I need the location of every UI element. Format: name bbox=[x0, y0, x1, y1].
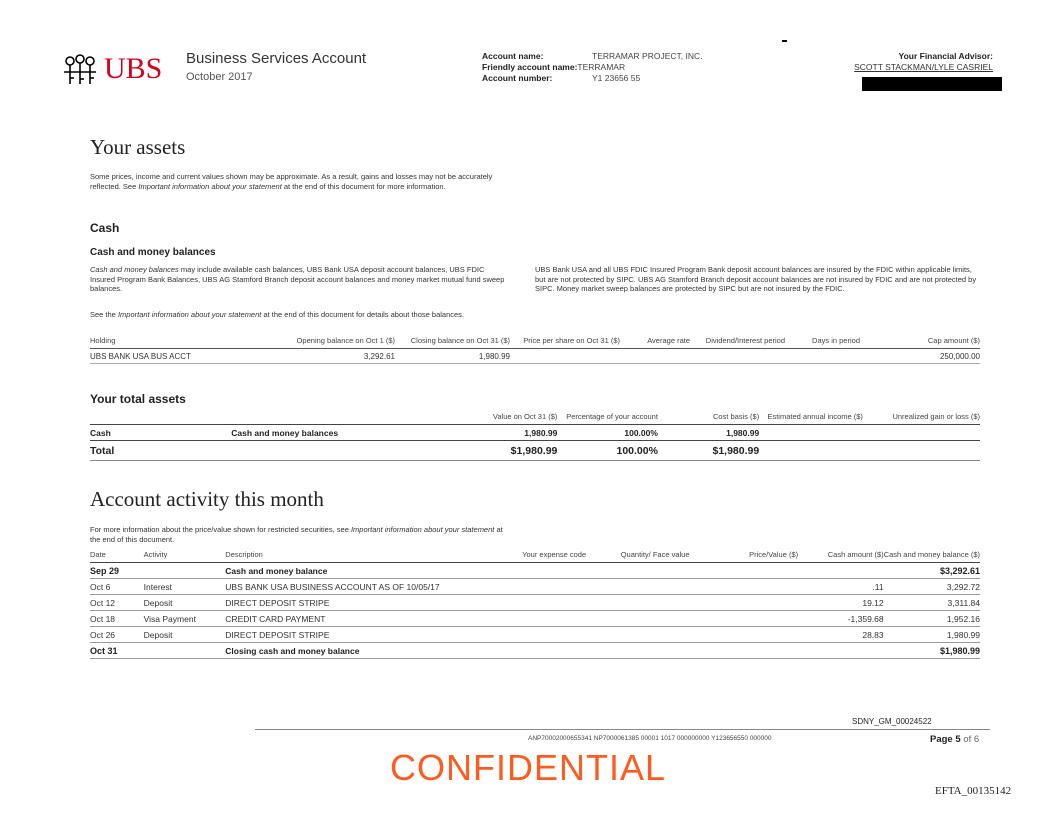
row-activity: Interest bbox=[144, 578, 226, 594]
closing-balance: $1,980.99 bbox=[884, 642, 980, 658]
opening-desc: Cash and money balance bbox=[225, 562, 460, 578]
col-opening: Opening balance on Oct 1 ($) bbox=[296, 336, 395, 345]
account-number-label: Account number: bbox=[482, 73, 553, 83]
total-assets-heading: Your total assets bbox=[90, 392, 186, 406]
cash-cost: 1,980.99 bbox=[658, 424, 759, 440]
col-gain-loss: Unrealized gain or loss ($) bbox=[892, 412, 980, 421]
see-text: See the bbox=[90, 310, 118, 319]
assets-note-text-end: at the end of this document for more information. bbox=[281, 181, 446, 191]
col-description: Description bbox=[225, 550, 263, 559]
activity-note bbox=[90, 525, 510, 544]
row-amount: 28.83 bbox=[798, 626, 884, 642]
mark-dash bbox=[782, 40, 787, 42]
table-row bbox=[90, 578, 980, 594]
row-amount: .11 bbox=[798, 578, 884, 594]
table-row bbox=[90, 626, 980, 642]
col-quantity: Quantity/ Face value bbox=[620, 550, 690, 559]
table-row bbox=[90, 440, 980, 460]
col-expense-code: Your expense code bbox=[522, 550, 587, 559]
row-activity: Deposit bbox=[144, 626, 226, 642]
activity-note-end: at the end of this document. bbox=[90, 525, 503, 544]
row-date: Oct 6 bbox=[90, 578, 144, 594]
holdings-table bbox=[90, 337, 980, 364]
footer-codes: ANP70002000655341 NP7000061385 00001 1017 000000000 Y123656550 000000 bbox=[528, 735, 772, 742]
col-percentage: Percentage of your account bbox=[566, 412, 658, 421]
page-label: Page 5 bbox=[930, 734, 961, 745]
row-balance: 1,980.99 bbox=[884, 626, 980, 642]
statement-title: Business Services Account bbox=[186, 50, 367, 67]
cmb-see-note bbox=[90, 310, 510, 320]
row-desc: UBS BANK USA BUSINESS ACCOUNT AS OF 10/05/17 bbox=[225, 578, 460, 594]
cash-heading: Cash bbox=[90, 221, 120, 235]
ubs-wordmark: UBS bbox=[104, 52, 163, 85]
row-desc: CREDIT CARD PAYMENT bbox=[225, 610, 460, 626]
closing-desc: Closing cash and money balance bbox=[225, 642, 460, 658]
table-row bbox=[90, 562, 980, 578]
row-date: Oct 12 bbox=[90, 594, 144, 610]
col-days: Days in period bbox=[812, 336, 860, 345]
holding-closing: 1,980.99 bbox=[478, 351, 510, 361]
col-cash-amount: Cash amount ($) bbox=[827, 550, 884, 559]
opening-balance: $3,292.61 bbox=[884, 562, 980, 578]
col-period: Dividend/Interest period bbox=[705, 336, 785, 345]
closing-date: Oct 31 bbox=[90, 642, 144, 658]
table-row bbox=[90, 610, 980, 626]
row-desc: DIRECT DEPOSIT STRIPE bbox=[225, 594, 460, 610]
page-number bbox=[930, 734, 979, 745]
assets-note-text: Some prices, income and current values shown may be approximate. As a result, gains and losses may not be accurately reflected. See bbox=[90, 172, 493, 191]
row-date: Oct 26 bbox=[90, 626, 144, 642]
advisor-info bbox=[800, 51, 993, 73]
assets-note-link: Important information about your statement bbox=[138, 181, 282, 191]
confidential-stamp: CONFIDENTIAL bbox=[390, 747, 667, 788]
col-cap: Cap amount ($) bbox=[927, 336, 980, 345]
row-balance: 3,292.72 bbox=[884, 578, 980, 594]
activity-heading: Account activity this month bbox=[90, 487, 324, 511]
table-row bbox=[90, 642, 980, 658]
total-value: $1,980.99 bbox=[409, 440, 558, 460]
col-closing: Closing balance on Oct 31 ($) bbox=[410, 336, 510, 345]
col-date: Date bbox=[90, 550, 106, 559]
table-header-row bbox=[90, 551, 980, 562]
total-pct: 100.00% bbox=[557, 440, 658, 460]
col-price-value: Price/Value ($) bbox=[749, 550, 799, 559]
ubs-keys-icon bbox=[60, 52, 100, 88]
cash-value: 1,980.99 bbox=[409, 424, 558, 440]
col-income: Estimated annual income ($) bbox=[767, 412, 863, 421]
see-text-end: at the end of this document for details about those balances. bbox=[261, 310, 465, 319]
advisor-label: Your Financial Advisor: bbox=[898, 51, 993, 61]
efta-id: EFTA_00135142 bbox=[935, 785, 1012, 797]
total-label: Total bbox=[90, 440, 231, 460]
activity-note-italic: Important information about your statement bbox=[350, 525, 495, 534]
page-of: of 6 bbox=[960, 734, 980, 745]
activity-table bbox=[90, 551, 980, 659]
opening-date: Sep 29 bbox=[90, 562, 144, 578]
activity-note-text: For more information about the price/value shown for restricted securities, see bbox=[90, 525, 351, 534]
table-row bbox=[90, 348, 980, 363]
cash-pct: 100.00% bbox=[557, 424, 658, 440]
holding-opening: 3,292.61 bbox=[363, 351, 395, 361]
account-name-label: Account name: bbox=[482, 51, 544, 61]
col-value: Value on Oct 31 ($) bbox=[492, 412, 558, 421]
footer-divider bbox=[255, 729, 990, 730]
col-rate: Average rate bbox=[647, 336, 690, 345]
sdny-stamp: SDNY_GM_00024522 bbox=[852, 717, 932, 726]
col-activity: Activity bbox=[143, 550, 168, 559]
advisor-name: SCOTT STACKMAN/LYLE CASRIEL bbox=[854, 62, 993, 72]
cmb-heading: Cash and money balances bbox=[90, 247, 216, 258]
see-italic: Important information about your statement bbox=[117, 310, 262, 319]
col-balance: Cash and money balance ($) bbox=[883, 550, 980, 559]
table-header-row bbox=[90, 413, 980, 424]
row-activity: Deposit bbox=[144, 594, 226, 610]
table-row bbox=[90, 594, 980, 610]
col-price: Price per share on Oct 31 ($) bbox=[523, 336, 620, 345]
table-row bbox=[90, 424, 980, 440]
account-name: TERRAMAR PROJECT, INC. bbox=[592, 51, 703, 61]
cmb-left-text: may include available cash balances, UBS Bank USA deposit account balances, UBS FDIC Insured Program Bank Balances, UBS AG Stamford Branch deposit account balances and money market mutual fund sweep balances. bbox=[90, 265, 505, 293]
row-date: Oct 18 bbox=[90, 610, 144, 626]
statement-date: October 2017 bbox=[186, 71, 253, 83]
total-cost: $1,980.99 bbox=[658, 440, 759, 460]
table-header-row bbox=[90, 337, 980, 348]
redaction-bar bbox=[862, 77, 1002, 91]
col-holding: Holding bbox=[90, 336, 116, 345]
row-amount: 19.12 bbox=[798, 594, 884, 610]
account-number: Y1 23656 55 bbox=[592, 73, 641, 83]
row-balance: 3,311.84 bbox=[884, 594, 980, 610]
total-assets-table bbox=[90, 413, 980, 461]
cmb-right-note: UBS Bank USA and all UBS FDIC Insured Program Bank deposit account balances are insured by the FDIC within applicable limits, but are not protected by SIPC. UBS AG Stamford Branch deposit account balances are not insured by FDIC and are not protected by SIPC. Money market sweep balances are protected by SIPC but are not insured by the FDIC. bbox=[535, 265, 977, 293]
assets-heading: Your assets bbox=[90, 135, 186, 159]
row-amount: -1,359.68 bbox=[798, 610, 884, 626]
cmb-left-note bbox=[90, 265, 510, 294]
account-info bbox=[482, 51, 703, 84]
cash-label: Cash bbox=[90, 424, 231, 440]
cmb-left-italic: Cash and money balances bbox=[90, 265, 179, 274]
holding-cap: 250,000.00 bbox=[939, 351, 980, 361]
friendly-name: TERRAMAR bbox=[577, 62, 626, 72]
row-balance: 1,952.16 bbox=[884, 610, 980, 626]
assets-note bbox=[90, 172, 510, 191]
row-desc: DIRECT DEPOSIT STRIPE bbox=[225, 626, 460, 642]
row-activity: Visa Payment bbox=[144, 610, 226, 626]
friendly-name-label: Friendly account name: bbox=[482, 62, 578, 72]
holding-name: UBS BANK USA BUS ACCT bbox=[90, 351, 191, 361]
ubs-logo bbox=[60, 50, 170, 90]
cash-desc: Cash and money balances bbox=[231, 424, 408, 440]
col-cost-basis: Cost basis ($) bbox=[712, 412, 760, 421]
